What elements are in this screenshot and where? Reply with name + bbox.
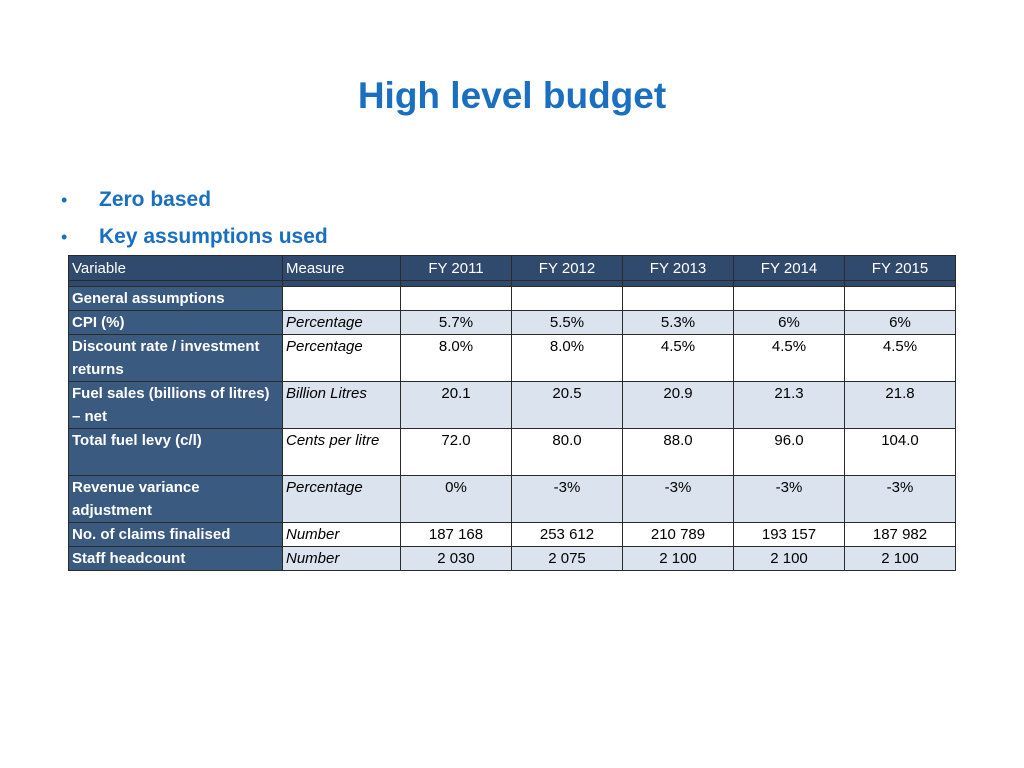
bullet-item <box>58 221 328 258</box>
cell-value: 193 157 <box>734 523 845 547</box>
cell-value: 20.1 <box>401 382 512 429</box>
cell-value: 96.0 <box>734 429 845 476</box>
row-label: Staff headcount <box>69 547 283 571</box>
row-label: Discount rate / investment returns <box>69 335 283 382</box>
cell-value <box>845 287 956 311</box>
cell-value <box>623 287 734 311</box>
cell-value: 8.0% <box>512 335 623 382</box>
table-header-row <box>69 256 956 281</box>
row-measure: Number <box>283 523 401 547</box>
row-measure <box>283 287 401 311</box>
table-row <box>69 287 956 311</box>
row-label: CPI (%) <box>69 311 283 335</box>
table-row <box>69 382 956 429</box>
row-measure: Percentage <box>283 311 401 335</box>
bullet-item <box>58 184 328 221</box>
cell-value: 2 075 <box>512 547 623 571</box>
row-label: Fuel sales (billions of litres) – net <box>69 382 283 429</box>
row-label: No. of claims finalised <box>69 523 283 547</box>
cell-value: 20.9 <box>623 382 734 429</box>
cell-value: -3% <box>734 476 845 523</box>
row-label: General assumptions <box>69 287 283 311</box>
cell-value: -3% <box>623 476 734 523</box>
cell-value: -3% <box>845 476 956 523</box>
slide-title: High level budget <box>357 75 667 116</box>
cell-value <box>401 287 512 311</box>
bullet-icon: • <box>61 227 68 247</box>
cell-value <box>512 287 623 311</box>
column-header-fy2012: FY 2012 <box>512 256 623 281</box>
row-measure: Percentage <box>283 335 401 382</box>
cell-value: 80.0 <box>512 429 623 476</box>
column-header-fy2011: FY 2011 <box>401 256 512 281</box>
table-row <box>69 311 956 335</box>
table-row <box>69 335 956 382</box>
cell-value: 6% <box>734 311 845 335</box>
table-row <box>69 429 956 476</box>
row-measure: Billion Litres <box>283 382 401 429</box>
table-row <box>69 547 956 571</box>
cell-value: 20.5 <box>512 382 623 429</box>
cell-value: 5.3% <box>623 311 734 335</box>
column-header-fy2015: FY 2015 <box>845 256 956 281</box>
bullet-text: Key assumptions used <box>99 225 328 248</box>
column-header-fy2014: FY 2014 <box>734 256 845 281</box>
cell-value: 6% <box>845 311 956 335</box>
cell-value <box>734 287 845 311</box>
cell-value: 4.5% <box>623 335 734 382</box>
column-header-variable: Variable <box>69 256 283 281</box>
column-header-fy2013: FY 2013 <box>623 256 734 281</box>
cell-value: 72.0 <box>401 429 512 476</box>
bullet-text: Zero based <box>99 188 212 211</box>
cell-value: 2 100 <box>734 547 845 571</box>
row-label: Revenue variance adjustment <box>69 476 283 523</box>
cell-value: 8.0% <box>401 335 512 382</box>
row-label: Total fuel levy (c/l) <box>69 429 283 476</box>
cell-value: 2 030 <box>401 547 512 571</box>
cell-value: 210 789 <box>623 523 734 547</box>
row-measure: Percentage <box>283 476 401 523</box>
cell-value: 0% <box>401 476 512 523</box>
cell-value: 5.7% <box>401 311 512 335</box>
row-measure: Number <box>283 547 401 571</box>
cell-value: 4.5% <box>845 335 956 382</box>
cell-value: 21.8 <box>845 382 956 429</box>
row-measure: Cents per litre <box>283 429 401 476</box>
cell-value: 187 982 <box>845 523 956 547</box>
cell-value: -3% <box>512 476 623 523</box>
cell-value: 88.0 <box>623 429 734 476</box>
bullet-icon: • <box>61 190 68 210</box>
table-row <box>69 476 956 523</box>
cell-value: 5.5% <box>512 311 623 335</box>
budget-assumptions-table <box>68 255 956 571</box>
cell-value: 104.0 <box>845 429 956 476</box>
cell-value: 2 100 <box>845 547 956 571</box>
table-row <box>69 523 956 547</box>
cell-value: 187 168 <box>401 523 512 547</box>
cell-value: 21.3 <box>734 382 845 429</box>
cell-value: 253 612 <box>512 523 623 547</box>
cell-value: 2 100 <box>623 547 734 571</box>
column-header-measure: Measure <box>283 256 401 281</box>
bullet-list <box>58 184 328 258</box>
cell-value: 4.5% <box>734 335 845 382</box>
